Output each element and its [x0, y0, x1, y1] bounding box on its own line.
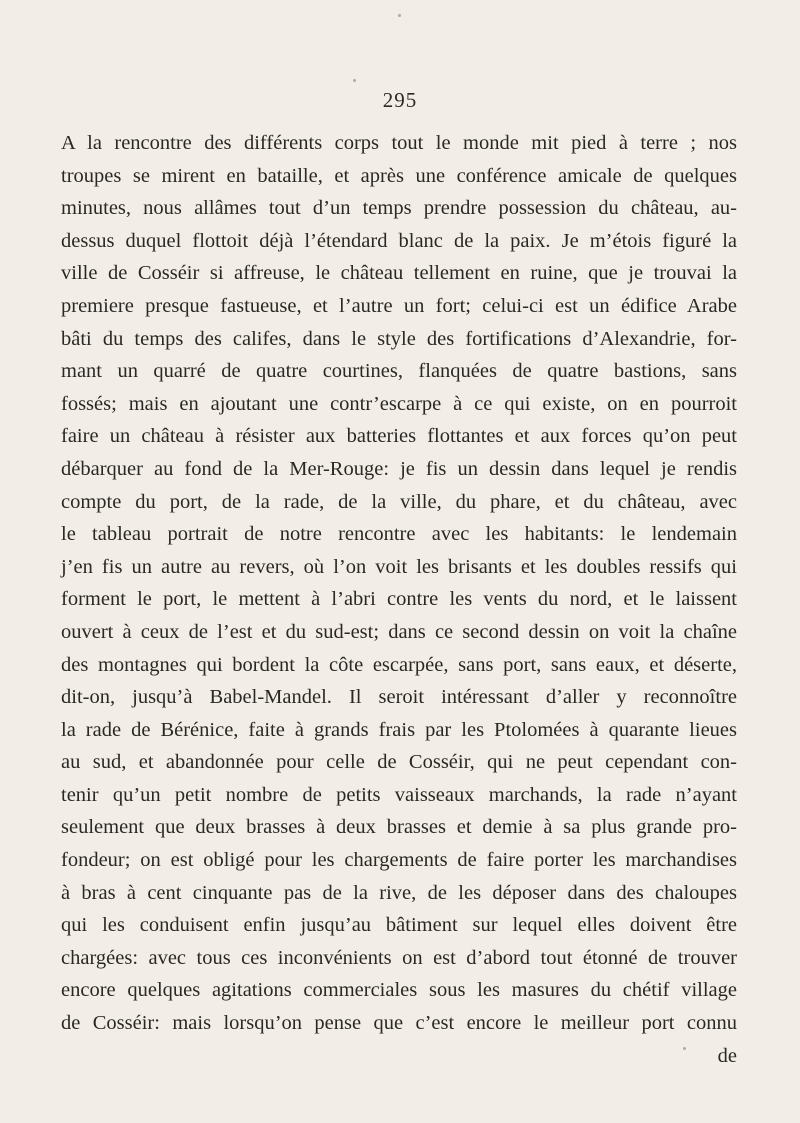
- text-line: compte du port, de la rade, de la ville, du phare, et du château, avec: [61, 490, 737, 513]
- paper-speck: [398, 14, 401, 17]
- text-line: des montagnes qui bordent la côte escarpée, sans port, sans eaux, et déserte,: [61, 653, 737, 676]
- text-line: fossés; mais en ajoutant une contr’escarpe à ce qui existe, on en pourroit: [61, 392, 737, 415]
- text-line: j’en fis un autre au revers, où l’on voit les brisants et les doubles ressifs qui: [61, 555, 737, 578]
- text-line: fondeur; on est obligé pour les chargements de faire porter les marchandises: [61, 849, 737, 872]
- text-line: qui les conduisent enfin jusqu’au bâtiment sur lequel elles doivent être: [61, 914, 737, 937]
- text-line: au sud, et abandonnée pour celle de Cosséir, qui ne peut cependant con-: [61, 751, 737, 774]
- text-line: minutes, nous allâmes tout d’un temps prendre possession du château, au-: [61, 197, 737, 220]
- text-line: dit-on, jusqu’à Babel-Mandel. Il seroit intéressant d’aller y reconnoître: [61, 686, 737, 709]
- text-line: troupes se mirent en bataille, et après une conférence amicale de quelques: [61, 164, 737, 187]
- text-line: mant un quarré de quatre courtines, flanquées de quatre bastions, sans: [61, 360, 737, 383]
- body-text: [61, 127, 737, 1072]
- text-line: débarquer au fond de la Mer-Rouge: je fis un dessin dans lequel je rendis: [61, 457, 737, 480]
- page-number: 295: [382, 88, 418, 112]
- text-line: dessus duquel flottoit déjà l’étendard blanc de la paix. Je m’étois figuré la: [61, 229, 737, 252]
- text-line: ville de Cosséir si affreuse, le château tellement en ruine, que je trouvai la: [61, 262, 737, 285]
- text-line: seulement que deux brasses à deux brasses et demie à sa plus grande pro-: [61, 816, 737, 839]
- text-line: la rade de Bérénice, faite à grands frais par les Ptolomées à quarante lieues: [61, 718, 737, 741]
- text-line: de Cosséir: mais lorsqu’on pense que c’est encore le meilleur port connu: [61, 1012, 737, 1035]
- text-line: A la rencontre des différents corps tout le monde mit pied à terre ; nos: [61, 132, 737, 154]
- text-line: tenir qu’un petit nombre de petits vaisseaux marchands, la rade n’ayant: [61, 783, 737, 806]
- paper-speck: [683, 1047, 686, 1050]
- text-line: le tableau portrait de notre rencontre avec les habitants: le lendemain: [61, 523, 737, 546]
- text-line: forment le port, le mettent à l’abri contre les vents du nord, et le laissent: [61, 588, 737, 611]
- text-line: ouvert à ceux de l’est et du sud-est; dans ce second dessin on voit la chaîne: [61, 620, 737, 643]
- text-line: à bras à cent cinquante pas de la rive, de les déposer dans des chaloupes: [61, 881, 737, 904]
- catchword: de: [717, 1044, 737, 1067]
- text-line: encore quelques agitations commerciales sous les masures du chétif village: [61, 979, 737, 1002]
- text-line: premiere presque fastueuse, et l’autre un fort; celui-ci est un édifice Arabe: [61, 294, 737, 317]
- text-line: faire un château à résister aux batteries flottantes et aux forces qu’on peut: [61, 425, 737, 448]
- text-line: chargées: avec tous ces inconvénients on est d’abord tout étonné de trouver: [61, 946, 737, 969]
- text-line: bâti du temps des califes, dans le style des fortifications d’Alexandrie, for-: [61, 327, 737, 350]
- paper-speck: [353, 79, 356, 82]
